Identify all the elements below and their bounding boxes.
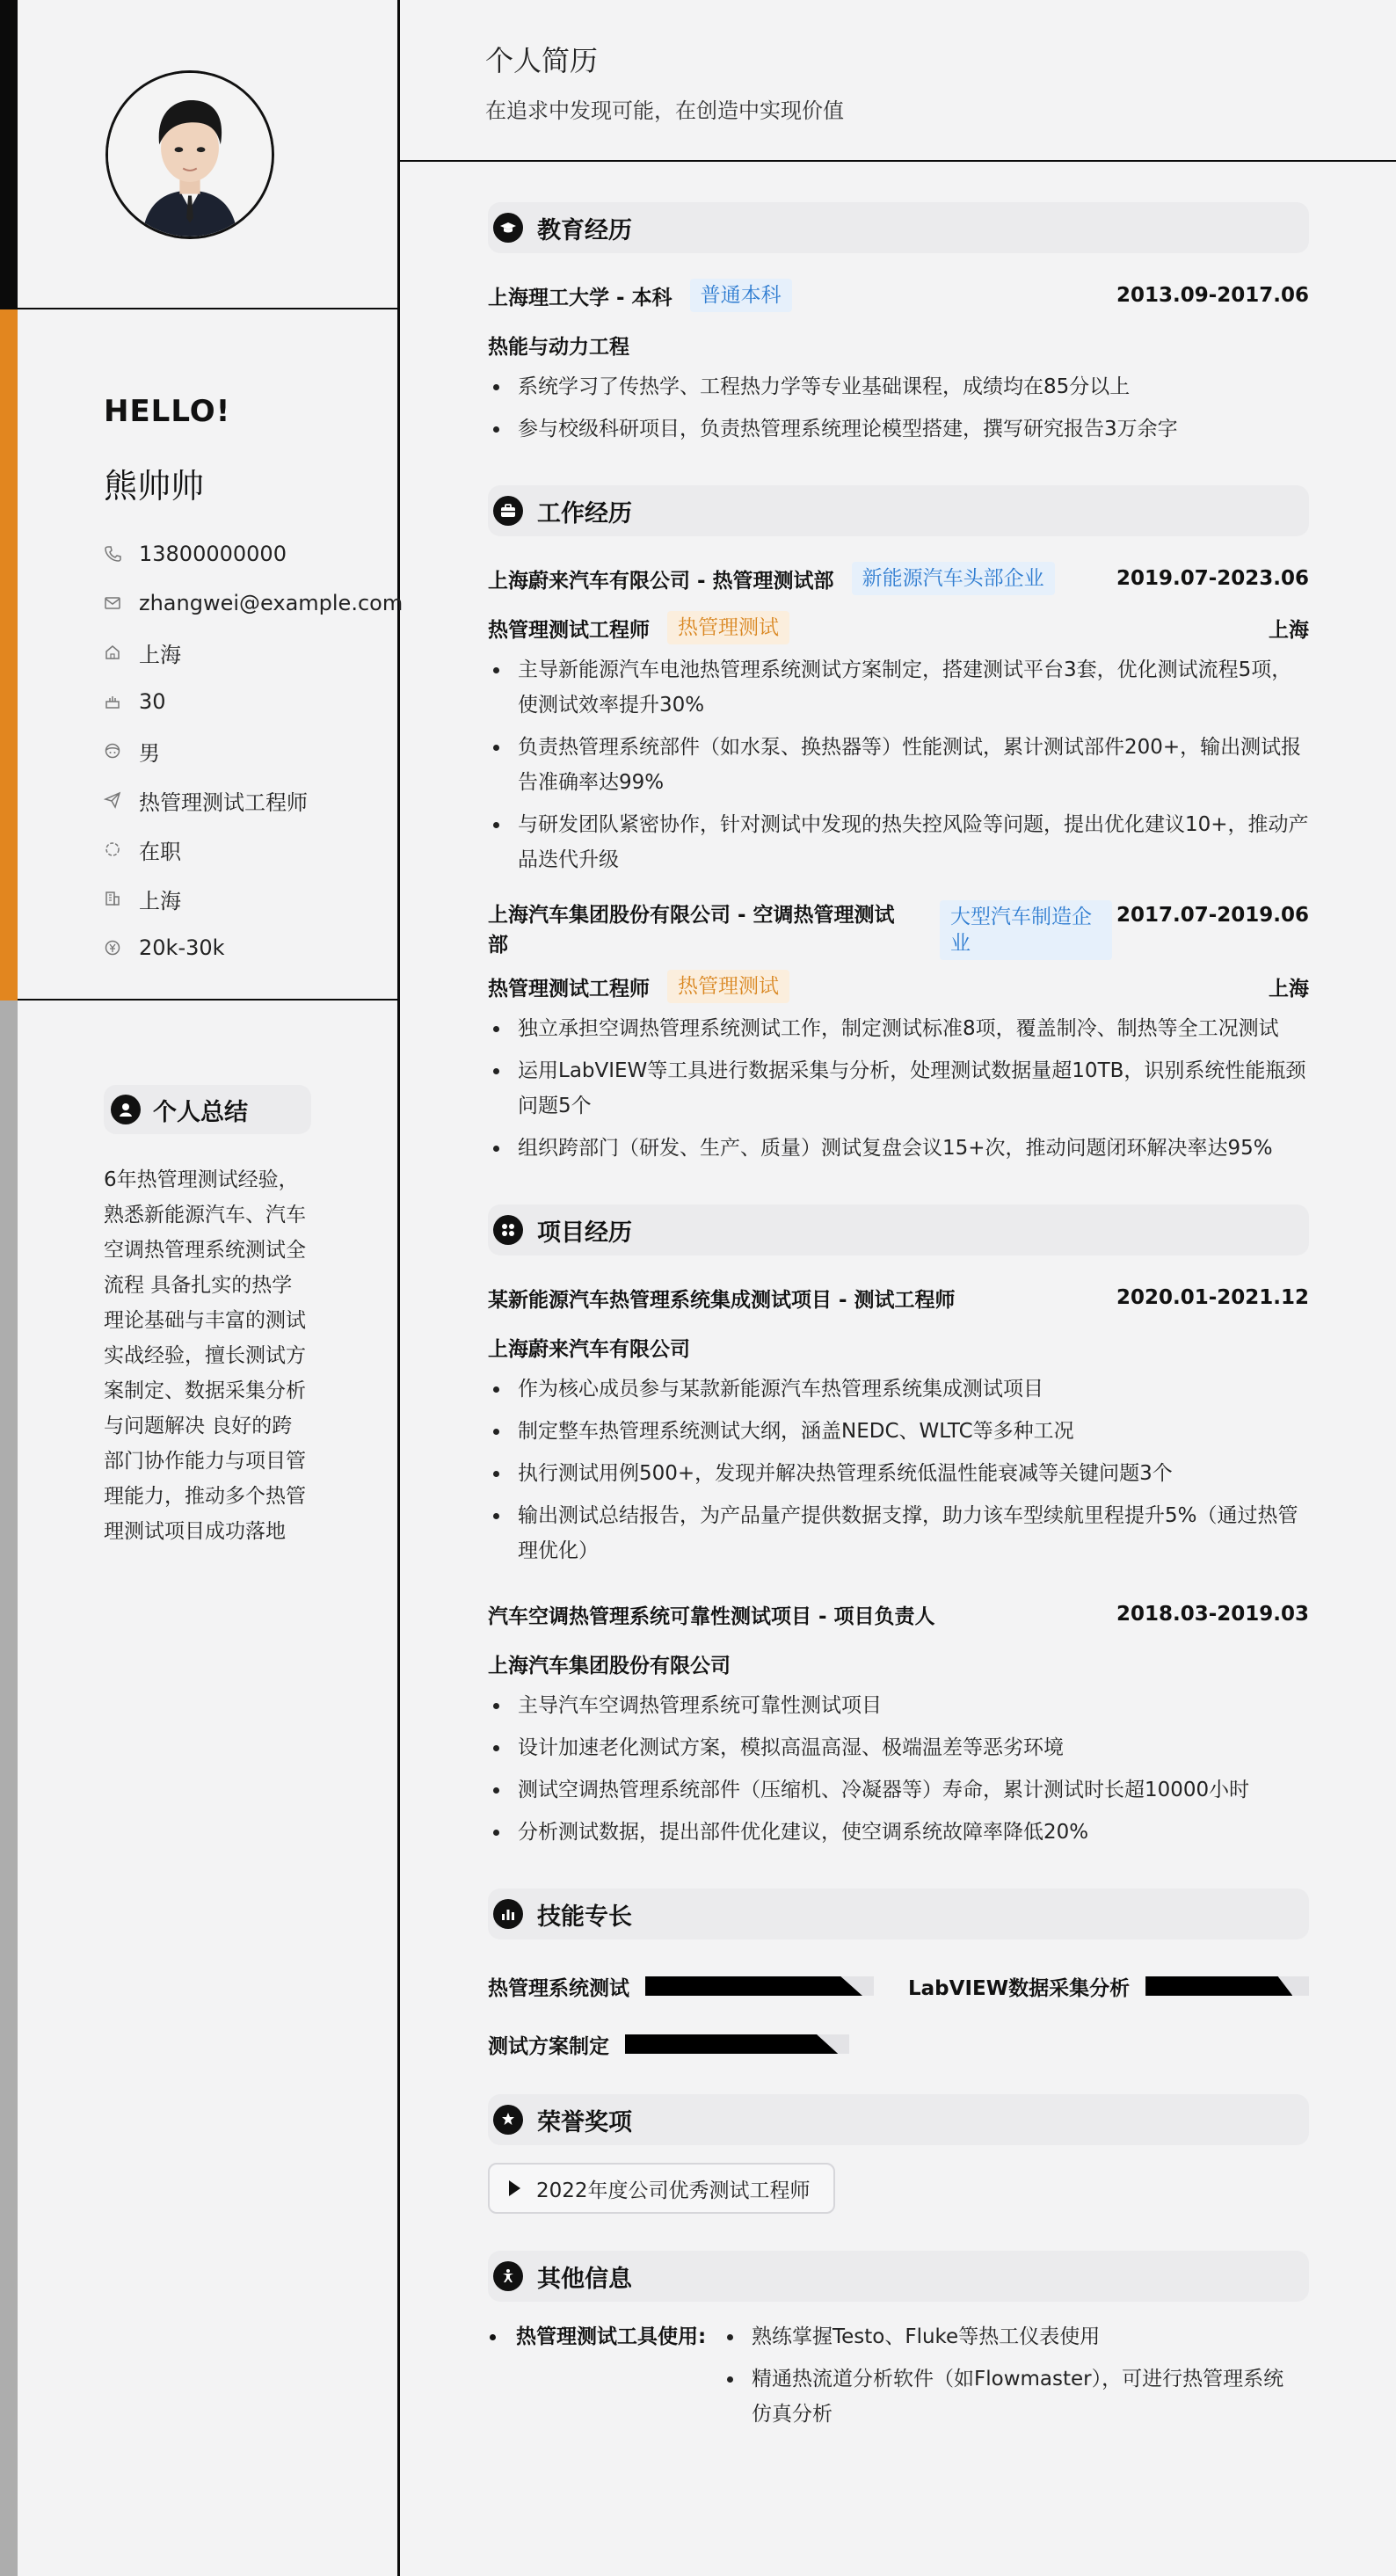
info-value: 男 [139, 740, 160, 766]
info-value: zhangwei@example.com [139, 591, 404, 615]
info-value: 热管理测试工程师 [139, 790, 308, 815]
project-bullets [488, 1372, 1309, 1568]
other-info [488, 2319, 1309, 2439]
list-item: 运用LabVIEW等工具进行数据采集与分析，处理测试数据量超10TB，识别系统性能瓶颈问题5个 [488, 1053, 1309, 1124]
skill-item [908, 1957, 1309, 2015]
skills-title: 技能专长 [537, 1903, 632, 1931]
other-section-header [488, 2251, 1309, 2302]
accessibility-icon [493, 2261, 523, 2291]
skill-bar-fill [645, 1976, 862, 1996]
info-email [104, 579, 403, 628]
job-city: 上海 [1269, 977, 1309, 1001]
education-row [488, 271, 1309, 320]
project-name: 某新能源汽车热管理系统集成测试项目 - 测试工程师 [488, 1288, 956, 1312]
award-icon [493, 2105, 523, 2135]
list-item: 主导新能源汽车电池热管理系统测试方案制定，搭建测试平台3套，优化测试流程5项，使测试效率提升30% [488, 652, 1309, 723]
projects-title: 项目经历 [537, 1219, 632, 1247]
send-icon [104, 791, 121, 809]
grid-icon [493, 1215, 523, 1245]
honors-title: 荣誉奖项 [537, 2108, 632, 2136]
person-name: 熊帅帅 [104, 467, 205, 506]
company-tag: 新能源汽车头部企业 [852, 562, 1055, 595]
major: 热能与动力工程 [488, 335, 629, 359]
info-value: 上海 [139, 888, 181, 913]
list-item: 分析测试数据，提出部件优化建议，使空调系统故障率降低20% [488, 1815, 1309, 1850]
list-item: 制定整车热管理系统测试大纲，涵盖NEDC、WLTC等多种工况 [488, 1414, 1309, 1449]
info-value: 13800000000 [139, 542, 287, 566]
degree-tag: 普通本科 [690, 279, 792, 312]
skill-bar [625, 2034, 849, 2054]
position-name: 热管理测试工程师 [488, 618, 650, 642]
info-job [104, 775, 403, 825]
divider [18, 308, 398, 309]
job-bullets [488, 652, 1309, 877]
list-item: 参与校级科研项目，负责热管理系统理论模型搭建，撰写研究报告3万余字 [488, 411, 1309, 447]
position-row [488, 603, 1309, 652]
list-item: 组织跨部门（研发、生产、质量）测试复盘会议15+次，推动问题闭环解决率达95% [488, 1131, 1309, 1166]
list-item: 熟练掌握Testo、Fluke等热工仪表使用 [722, 2319, 1302, 2354]
skill-bar-fill [625, 2034, 838, 2054]
user-icon [111, 1095, 141, 1124]
education-title: 教育经历 [537, 216, 632, 244]
list-item: 输出测试总结报告，为产品量产提供数据支撑，助力该车型续航里程提升5%（通过热管理优化） [488, 1498, 1309, 1568]
divider [18, 999, 398, 1001]
summary-section-header [104, 1085, 311, 1134]
list-item: 测试空调热管理系统部件（压缩机、冷凝器等）寿命，累计测试时长超10000小时 [488, 1772, 1309, 1808]
education-section-header [488, 202, 1309, 253]
list-item: 执行测试用例500+，发现并解决热管理系统低温性能衰减等关键问题3个 [488, 1456, 1309, 1491]
work-section-header [488, 485, 1309, 536]
award-label: 2022年度公司优秀测试工程师 [536, 2179, 811, 2202]
job-date: 2019.07-2023.06 [1116, 567, 1309, 590]
company-name: 上海蔚来汽车有限公司 - 热管理测试部 [488, 569, 834, 593]
mail-icon [104, 594, 121, 612]
bar-chart-icon [493, 1899, 523, 1929]
skills-list [488, 1957, 1309, 2073]
job-city: 上海 [1269, 618, 1309, 642]
info-gender [104, 726, 403, 775]
edge-bar-gray [0, 1001, 18, 2576]
company-name: 上海汽车集团股份有限公司 - 空调热管理测试部 [488, 904, 895, 957]
header-divider [398, 160, 1396, 162]
avatar [105, 70, 274, 239]
skill-name: 热管理系统测试 [488, 1976, 629, 2000]
education-bullets [488, 369, 1309, 447]
list-item: 作为核心成员参与某款新能源汽车热管理系统集成测试项目 [488, 1372, 1309, 1407]
list-item: 系统学习了传热学、工程热力学等专业基础课程，成绩均在85分以上 [488, 369, 1309, 404]
info-value: 30 [139, 689, 166, 714]
company-tag: 大型汽车制造企业 [940, 900, 1112, 960]
project-date: 2020.01-2021.12 [1116, 1286, 1309, 1309]
job-row [488, 554, 1309, 603]
gender-icon [104, 742, 121, 760]
info-phone [104, 529, 403, 579]
award-item [488, 2163, 835, 2214]
projects-section-header [488, 1204, 1309, 1255]
education-date: 2013.09-2017.06 [1116, 284, 1309, 307]
list-item: 精通热流道分析软件（如Flowmaster），可进行热管理系统仿真分析 [722, 2361, 1302, 2432]
info-value: 20k-30k [139, 935, 225, 960]
list-item: 与研发团队紧密协作，针对测试中发现的热失控风险等问题，提出优化建议10+，推动产品迭代升级 [488, 807, 1309, 877]
skill-item [488, 1957, 908, 2015]
info-location [104, 874, 403, 923]
skills-section-header [488, 1888, 1309, 1939]
avatar-portrait-icon [108, 73, 272, 236]
graduation-cap-icon [493, 213, 523, 243]
contact-info-list [104, 529, 403, 972]
skill-name: 测试方案制定 [488, 2034, 609, 2058]
info-salary [104, 923, 403, 972]
project-org: 上海蔚来汽车有限公司 [488, 1337, 690, 1361]
skill-bar-fill [1145, 1976, 1292, 1996]
position-tag: 热管理测试 [667, 970, 789, 1003]
salary-icon [104, 939, 121, 957]
info-age [104, 677, 403, 726]
list-item: 负责热管理系统部件（如水泵、换热器等）性能测试，累计测试部件200+，输出测试报告准确率达99% [488, 730, 1309, 800]
main-content [488, 202, 1309, 2439]
edge-bar-orange [0, 309, 18, 1001]
cake-icon [104, 693, 121, 710]
project-name: 汽车空调热管理系统可靠性测试项目 - 项目负责人 [488, 1605, 935, 1628]
play-icon [509, 2180, 520, 2196]
info-value: 上海 [139, 642, 181, 667]
info-value: 在职 [139, 839, 181, 864]
position-name: 热管理测试工程师 [488, 977, 650, 1001]
other-bullets [722, 2319, 1302, 2439]
job-row [488, 900, 1309, 962]
work-title: 工作经历 [537, 499, 632, 528]
edge-bar-black [0, 0, 18, 309]
other-title: 其他信息 [537, 2265, 632, 2293]
column-divider [397, 0, 400, 2576]
list-item: 设计加速老化测试方案，模拟高温高湿、极端温差等恶劣环境 [488, 1730, 1309, 1765]
job-bullets [488, 1011, 1309, 1166]
position-row [488, 962, 1309, 1011]
phone-icon [104, 545, 121, 563]
list-item: 主导汽车空调热管理系统可靠性测试项目 [488, 1688, 1309, 1723]
list-item: 独立承担空调热管理系统测试工作，制定测试标准8项，覆盖制冷、制热等全工况测试 [488, 1011, 1309, 1046]
briefcase-icon [493, 496, 523, 526]
project-org: 上海汽车集团股份有限公司 [488, 1654, 731, 1677]
project-row [488, 1590, 1309, 1639]
info-status [104, 825, 403, 874]
page-subtitle: 在追求中发现可能，在创造中实现价值 [485, 98, 844, 123]
home-icon [104, 644, 121, 661]
job-date: 2017.07-2019.06 [1116, 904, 1309, 927]
info-home [104, 628, 403, 677]
skill-bar [645, 1976, 874, 1996]
other-label: 热管理测试工具使用: [488, 2319, 722, 2439]
project-bullets [488, 1688, 1309, 1850]
summary-text: 6年热管理测试经验，熟悉新能源汽车、汽车空调热管理系统测试全流程 具备扎实的热学理论基础与丰富的测试实战经验，擅长测试方案制定、数据采集分析与问题解决 良好的跨部门协作能力与项目管理能力，推动多个热管理测试项目成功落地 [104, 1168, 306, 1543]
page-header [485, 39, 844, 124]
building-icon [104, 890, 121, 907]
school-name: 上海理工大学 - 本科 [488, 286, 673, 309]
position-tag: 热管理测试 [667, 611, 789, 644]
summary-title: 个人总结 [153, 1098, 248, 1126]
project-date: 2018.03-2019.03 [1116, 1603, 1309, 1626]
honors-section-header [488, 2094, 1309, 2145]
hello-heading: HELLO! [104, 394, 231, 429]
page-title: 个人简历 [485, 44, 599, 77]
skill-name: LabVIEW数据采集分析 [908, 1976, 1131, 2000]
project-row [488, 1273, 1309, 1322]
status-icon [104, 840, 121, 858]
skill-bar [1145, 1976, 1309, 1996]
skill-item [488, 2015, 908, 2073]
